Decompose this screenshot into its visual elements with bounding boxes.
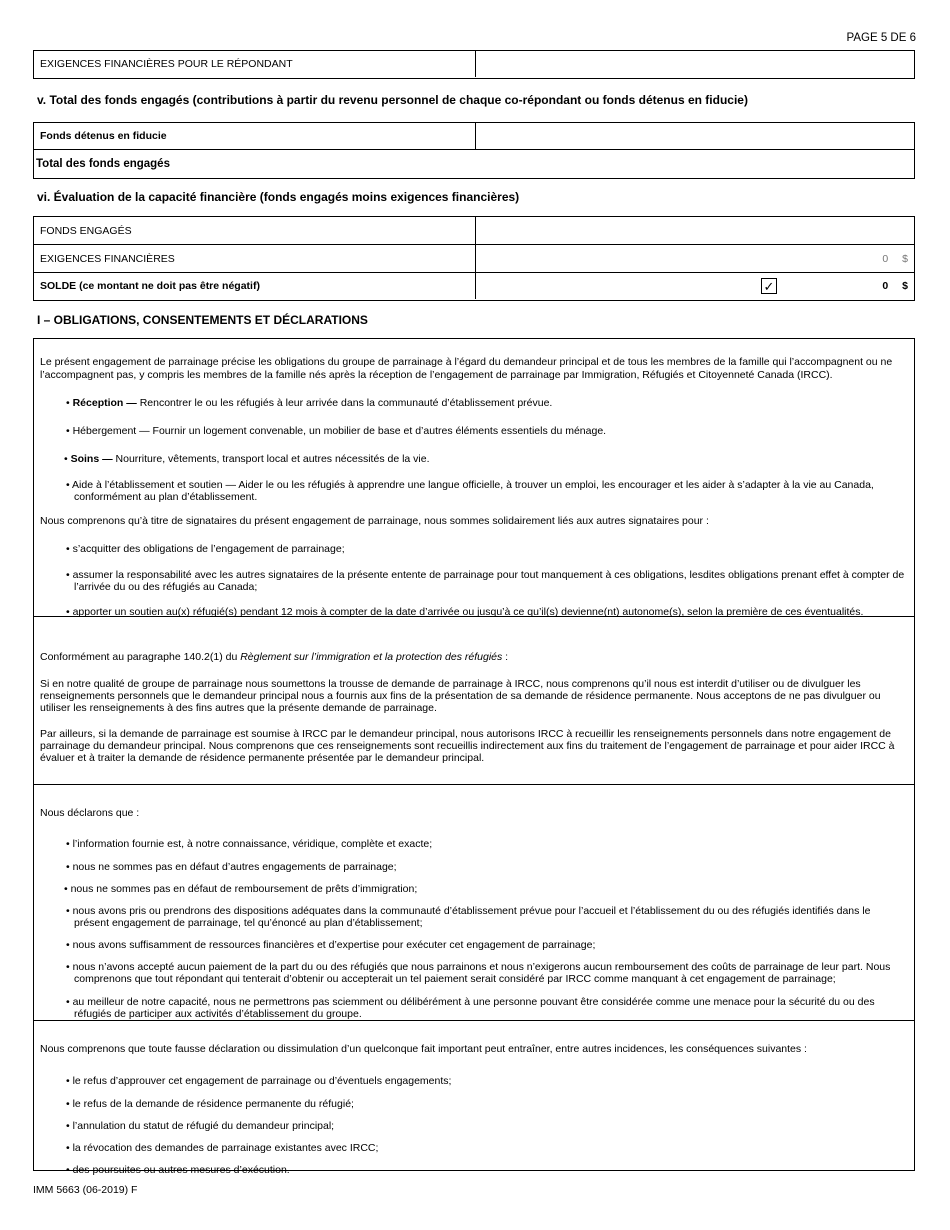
balance-value-field[interactable] — [476, 273, 914, 299]
balance-value: 0 — [882, 280, 889, 292]
financial-capacity-table — [33, 216, 915, 301]
declaration-item: • l’information fournie est, à notre connaissance, véridique, complète et exacte; — [66, 837, 433, 850]
declaration-item: • nous ne sommes pas en défaut de remboursement de prêts d’immigration; — [64, 882, 418, 895]
financial-requirements-field[interactable] — [476, 51, 914, 77]
privacy-paragraph-2: Par ailleurs, si la demande de parrainage est soumise à IRCC par le demandeur principal, nous autorisons IRCC à recueillir les renseignements personnels dans notre engagement de parrainage du demandeur principal. Nous comprenons que ces renseignements sont recueillis indirectement aux fins du traitement de l’engagement de parrainage et pour aider IRCC à évaluer et à traiter la demande de résidence permanente présentée par le demandeur principal. — [40, 727, 895, 764]
obligation-item: • Soins — Nourriture, vêtements, transport local et autres nécessités de la vie. — [64, 452, 430, 465]
obligations-intro: Le présent engagement de parrainage précise les obligations du groupe de parrainage à l’égard du demandeur principal et de tous les membres de la famille qui l’accompagnent ou ne l’accompagnent pas, y compris les membres de la famille nés après la réception de l’engagement de parrainage par Immigration, Réfugiés et Citoyenneté Canada (IRCC). — [40, 355, 893, 381]
jointly-item-text: assumer la responsabilité avec les autres signataires de la présente entente de parrainage pour tout manquement à ces obligations, lesdites obligations prenant effet à compter de l’arrivée du ou des réfugiés au Canada; — [72, 568, 905, 593]
obligation-text: Nourriture, vêtements, transport local et autres nécessités de la vie. — [112, 452, 430, 465]
consequences-intro: Nous comprenons que toute fausse déclaration ou dissimulation d’un quelconque fait important peut entraîner, entre autres incidences, les conséquences suivantes : — [40, 1042, 807, 1055]
consequence-item: • le refus de la demande de résidence permanente du réfugié; — [66, 1097, 354, 1110]
checkmark-icon: ✓ — [763, 278, 775, 294]
requirements-label: EXIGENCES FINANCIÈRES — [34, 245, 476, 272]
obligations-box — [33, 338, 915, 1176]
jointly-item-text: apporter un soutien au(x) réfugié(s) pendant 12 mois à compter de la date d’arrivée ou jusqu’à ce qu’il(s) devienne(nt) autonome(s), selon la première de ces éventualités. — [72, 605, 864, 618]
declarations-intro: Nous déclarons que : — [40, 806, 140, 819]
consequence-item: • des poursuites ou autres mesures d’exécution. — [66, 1163, 290, 1176]
jointly-item: • s’acquitter des obligations de l’engagement de parrainage; — [66, 542, 345, 555]
regulation-reference: Conformément au paragraphe 140.2(1) du Règlement sur l’immigration et la protection des réfugiés : — [40, 650, 509, 663]
consequences-panel — [34, 1020, 914, 1176]
declaration-item: • nous avons suffisamment de ressources financières et d’expertise pour exécuter cet engagement de parrainage; — [66, 938, 596, 951]
obligation-item: • Hébergement — Fournir un logement convenable, un mobilier de base et d’autres éléments essentiels du ménage. — [66, 424, 607, 437]
declaration-item: • nous ne sommes pas en défaut d’autres engagements de parrainage; — [66, 860, 397, 873]
funds-committed-field[interactable] — [476, 217, 914, 244]
committed-funds-table — [33, 122, 915, 179]
requirements-value: 0 — [882, 252, 889, 265]
privacy-panel — [34, 616, 914, 785]
requirements-value-field[interactable] — [476, 245, 914, 272]
privacy-paragraph-1: Si en notre qualité de groupe de parrainage nous soumettons la trousse de demande de parrainage à IRCC, nous comprenons qu’il nous est interdit d’utiliser ou de divulguer les renseignements personnels que le demandeur principal nous a fournis aux fins de la présentation de sa demande de résidence permanente. Nous acceptons de ne pas divulguer ou utiliser les renseignements à des fins autres que la présente demande de parrainage. — [40, 677, 881, 714]
balance-label: SOLDE (ce montant ne doit pas être négatif) — [34, 273, 476, 299]
obligation-text: — Fournir un logement convenable, un mobilier de base et d’autres éléments essentiels du ménage. — [136, 424, 607, 437]
consequence-item: • la révocation des demandes de parrainage existantes avec IRCC; — [66, 1141, 379, 1154]
declaration-item: • nous n’avons accepté aucun paiement de la part du ou des réfugiés que nous parrainons et nous n’exigerons aucun remboursement des coûts de parrainage de leur part. Nous comprenons que tout répondant qui tenterait d’obtenir ou accepterait un tel paiement serait considéré par IRCC comme manquant à cet engagement de parrainage; — [66, 960, 891, 985]
requirements-currency: $ — [902, 252, 908, 265]
trust-funds-label: Fonds détenus en fiducie — [34, 123, 476, 149]
obligation-term: Aide à l’établissement et soutien — — [72, 478, 237, 491]
obligation-item: • Réception — Rencontrer le ou les réfugiés à leur arrivée dans la communauté d’établissement prévue. — [66, 396, 553, 409]
jointly-liable-intro: Nous comprenons qu’à titre de signataires du présent engagement de parrainage, nous sommes solidairement liés aux autres signataires pour : — [40, 514, 709, 527]
trust-funds-field[interactable] — [476, 123, 914, 149]
total-committed-funds-label: Total des fonds engagés — [36, 157, 170, 170]
declaration-item: • au meilleur de notre capacité, nous ne permettrons pas sciemment ou délibérément à une personne pouvant être considérée comme une menace pour la sécurité du ou des réfugiés de participer aux activités d’établissement du groupe. — [66, 995, 875, 1020]
balance-currency: $ — [902, 280, 908, 292]
jointly-item: • assumer la responsabilité avec les autres signataires de la présente entente de parrainage pour tout manquement à ces obligations, lesdites obligations prenant effet à compter de l’arrivée du ou des réfugiés au Canada; — [66, 568, 905, 593]
consequence-item: • l’annulation du statut de réfugié du demandeur principal; — [66, 1119, 335, 1132]
jointly-item: • apporter un soutien au(x) réfugié(s) pendant 12 mois à compter de la date d’arrivée ou jusqu’à ce qu’il(s) devienne(nt) autonome(s), selon la première de ces éventualités. — [66, 605, 864, 618]
obligation-item: • Aide à l’établissement et soutien — Aider le ou les réfugiés à apprendre une langue officielle, à trouver un emploi, les encourager et les aider à s’adapter à la vie au Canada, conformément au plan d’établissement. — [66, 478, 874, 503]
section-vi-title: vi. Évaluation de la capacité financière (fonds engagés moins exigences financières) — [37, 190, 520, 204]
regulation-title: Règlement sur l’immigration et la protection des réfugiés — [240, 650, 503, 663]
funds-committed-label: FONDS ENGAGÉS — [34, 217, 476, 244]
obligation-text: Aider le ou les réfugiés à apprendre une langue officielle, à trouver un emploi, les encourager et les aider à s’adapter à la vie au Canada, conformément au plan d’établissement. — [74, 478, 874, 503]
obligations-panel — [34, 339, 914, 617]
declarations-panel — [34, 784, 914, 1021]
financial-requirements-label: EXIGENCES FINANCIÈRES POUR LE RÉPONDANT — [34, 51, 476, 77]
section-v-title: v. Total des fonds engagés (contributions à partir du revenu personnel de chaque co-répondant ou fonds détenus en fiducie) — [37, 93, 748, 107]
declaration-item: • nous avons pris ou prendrons des dispositions adéquates dans la communauté d’établissement prévue pour l’accueil et l’établissement du ou des réfugiés identifiés dans le présent engagement de parrainage, tel qu’énoncé au plan d’établissement; — [66, 904, 871, 929]
balance-checkbox[interactable] — [761, 278, 777, 294]
obligation-term: Hébergement — [72, 424, 137, 437]
section-i-title: I – OBLIGATIONS, CONSENTEMENTS ET DÉCLARATIONS — [37, 313, 368, 327]
consequence-item: • le refus d’approuver cet engagement de parrainage ou d’éventuels engagements; — [66, 1074, 452, 1087]
obligation-term: Soins — — [70, 452, 113, 465]
obligation-text: Rencontrer le ou les réfugiés à leur arrivée dans la communauté d’établissement prévue. — [136, 396, 553, 409]
form-code-footer: IMM 5663 (06-2019) F — [33, 1184, 138, 1196]
jointly-item-text: s’acquitter des obligations de l’engagement de parrainage; — [72, 542, 345, 555]
financial-requirements-table — [33, 50, 915, 79]
page-number: PAGE 5 DE 6 — [846, 32, 916, 44]
obligation-term: Réception — — [72, 396, 137, 409]
